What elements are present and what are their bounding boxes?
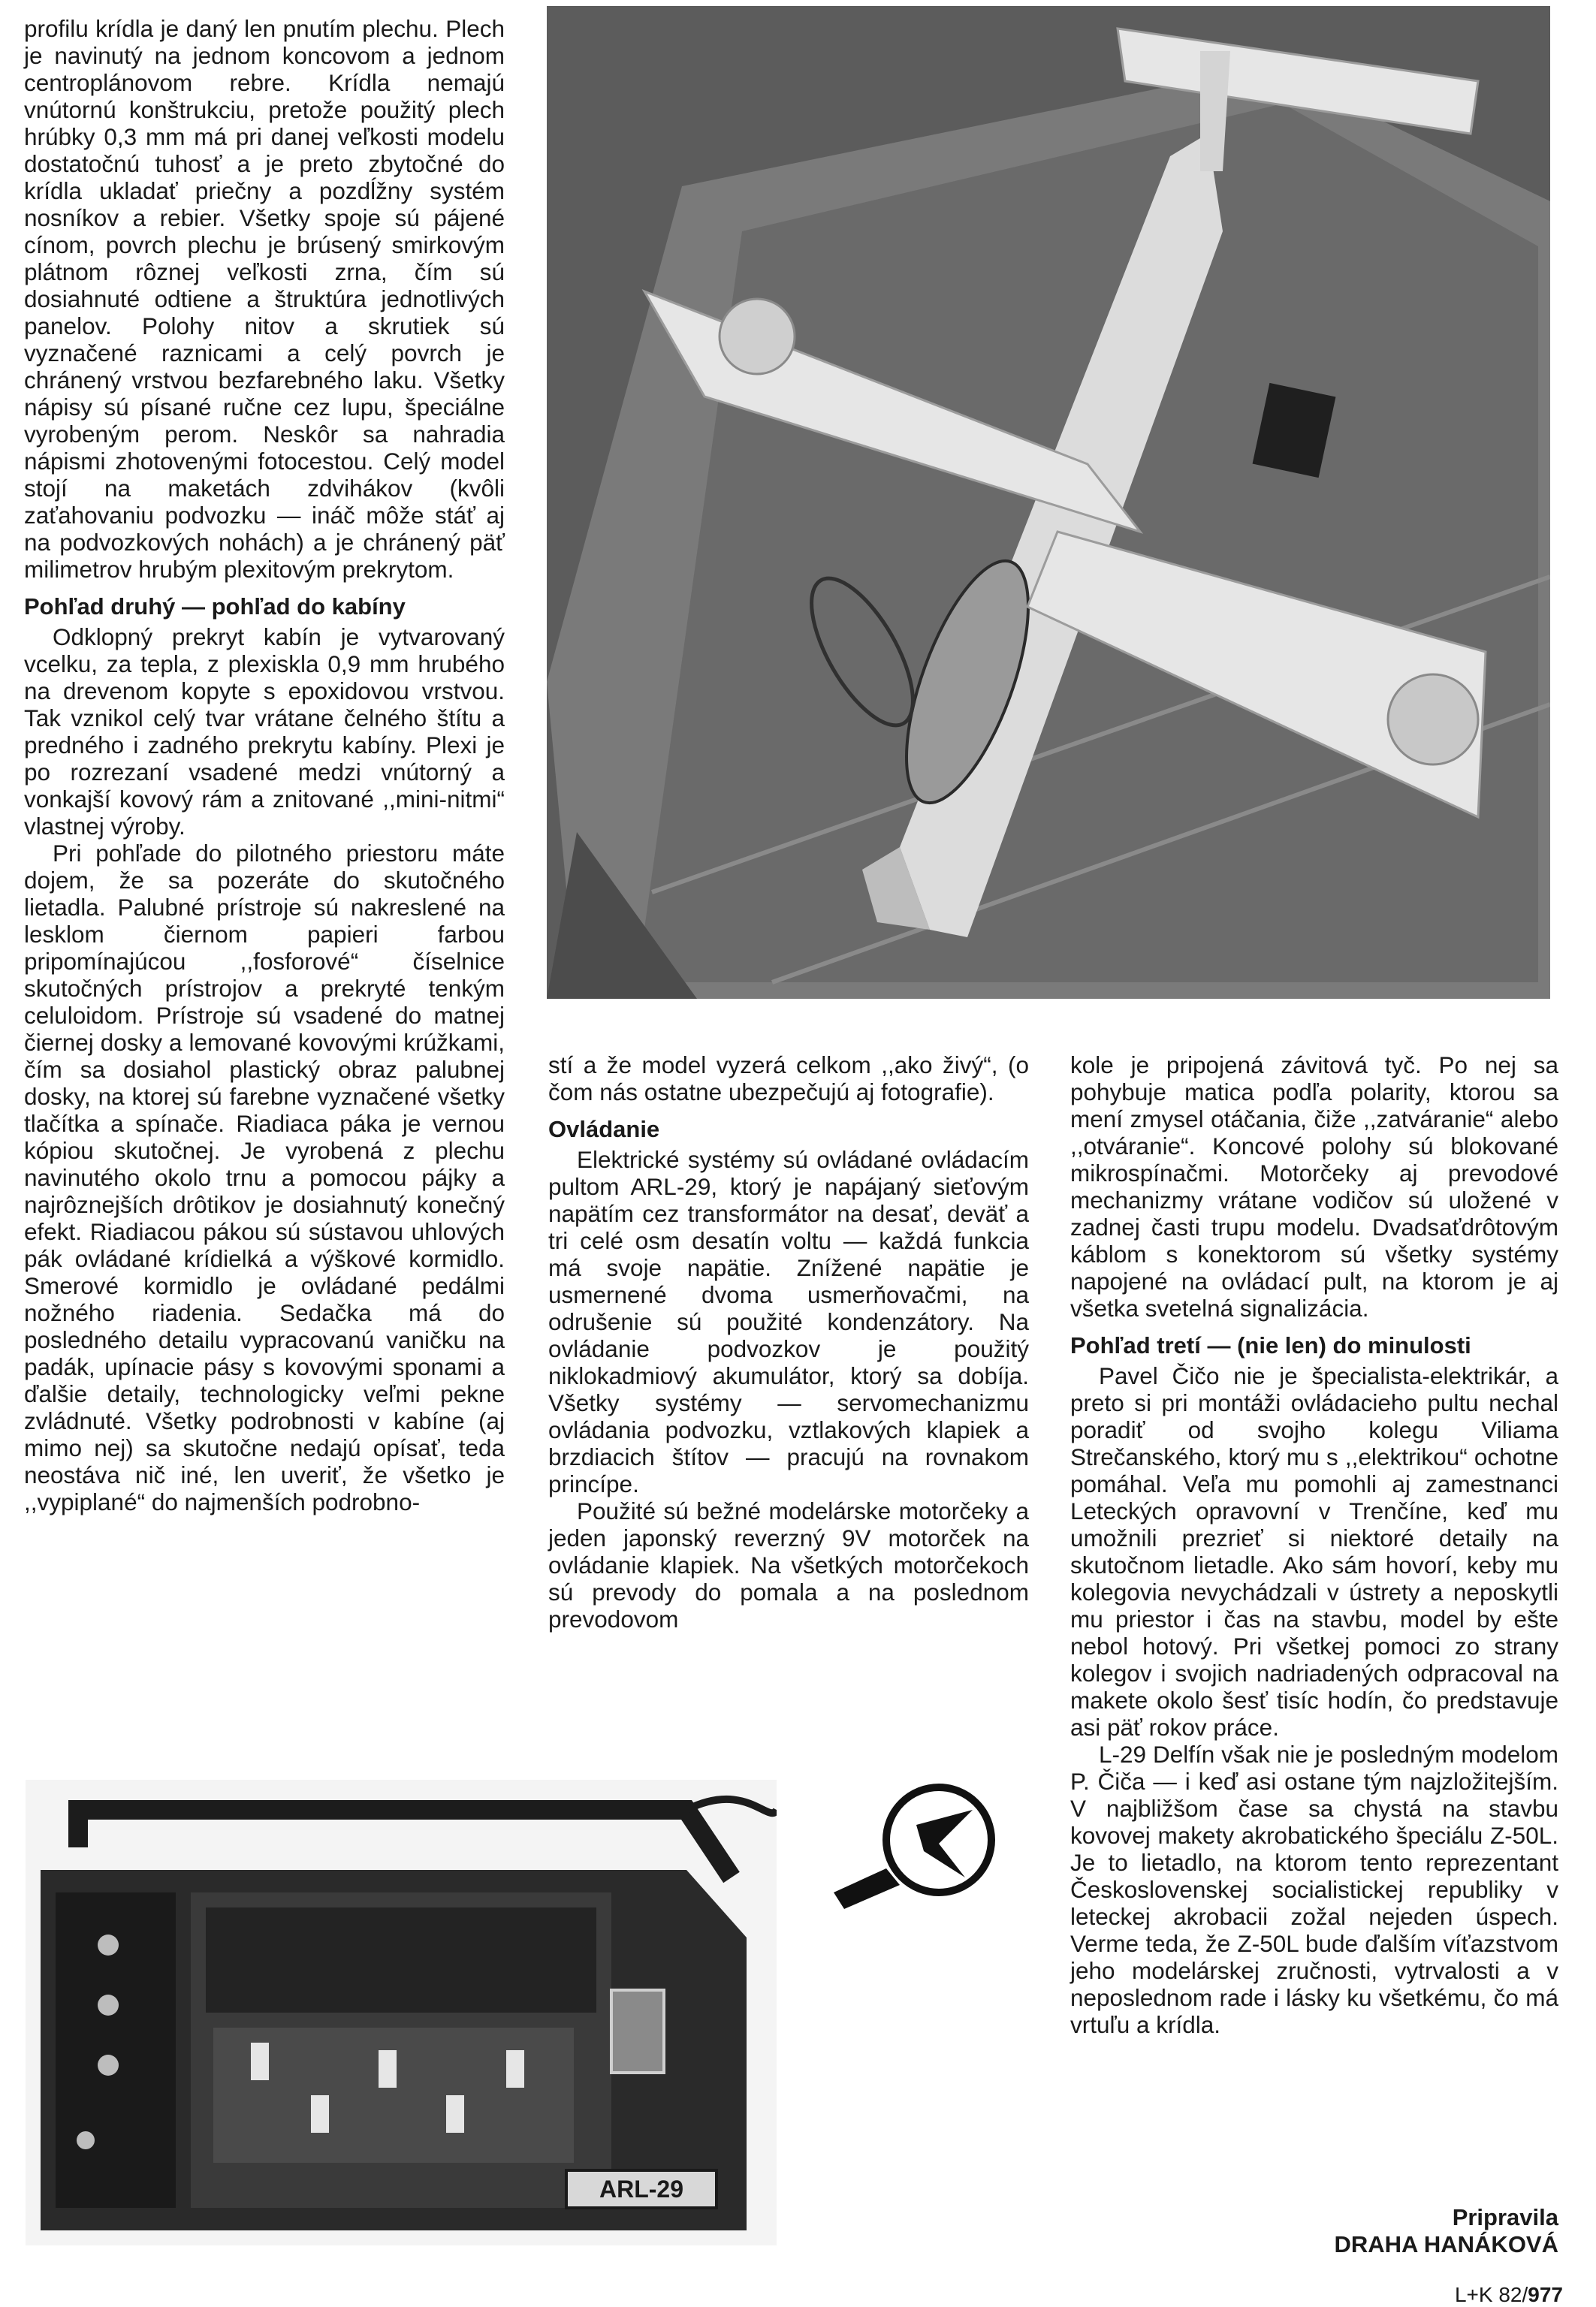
aircraft-model-photo <box>547 6 1550 999</box>
author-credit <box>1334 2204 1558 2258</box>
rubric-logo <box>826 1780 999 1915</box>
text-column-3 <box>1070 1051 1558 2038</box>
text-column-2 <box>548 1051 1029 1633</box>
credit-author: DRAHA HANÁKOVÁ <box>1334 2231 1558 2257</box>
panel-label: ARL-29 <box>599 2176 684 2203</box>
magnifier-icon <box>826 1780 999 1915</box>
section-heading-past: Pohľad tretí — (nie len) do minulosti <box>1070 1332 1471 1359</box>
paragraph: profilu krídla je daný len pnutím plechu. Plech je navinutý na jednom koncovom a jednom centroplánovom rebre. Krídla nemajú vnútornú konštrukciu, pretože použitý plech hrúbky 0,3 mm má pri danej veľkosti modelu dostatočnú tuhosť a je preto zbytočné do krídla ukladať priečny a pozdĺžny systém nosníkov a rebier. Všetky spoje sú pájené cínom, povrch plechu je brúsený smirkovým plátnom rôznej veľkosti zrna, čím sú dosiahnuté odtiene a štruktúra jednotlivých panelov. Polohy nitov a skrutiek sú vyznačené raznicami a celý povrch je chránený vrstvou bezfarebného laku. Všetky nápisy sú písané ručne cez lupu, špeciálne vyrobeným perom. Neskôr sa nahradia nápismi zhotovenými fotocestou. Celý model stojí na maketách zdvihákov (kvôli zaťahovaniu podvozku — ináč môže stáť aj na podvozkových nohách) a je chránený päť milimetrov hrubým plexitovým prekrytom. <box>24 15 505 583</box>
paragraph: Odklopný prekryt kabín je vytvarovaný vcelku, za tepla, z plexiskla 0,9 mm hrubého na drevenom kopyte s epoxidovou vrstvou. Tak vznikol celý tvar vrátane čelného štítu a predného i zadného prekrytu kabíny. Plexi je po rozrezaní vsadené medzi vnútorný a vonkajší kovový rám a znitované ,,mini-nitmi“ vlastnej výroby. <box>24 623 505 840</box>
page-folio <box>1455 2283 1563 2307</box>
paragraph: Elektrické systémy sú ovládané ovládacím pultom ARL-29, ktorý je napájaný sieťovým napätím cez transformátor na desať, deväť a tri celé osm desatín voltu — každá funkcia má svoje napätie. Znížené napätie je usmernené dvoma usmerňovačmi, na odrušenie sú použité kondenzátory. Na ovládanie podvozkov je použitý niklokadmiový akumulátor, ktorý sa dobíja. Všetky systémy — servomechanizmu ovládania podvozku, vztlakových klapiek a brzdiacich štítov — pracujú na rovnakom princípe. <box>548 1146 1029 1497</box>
text-column-1 <box>24 15 505 1515</box>
page-number: 977 <box>1528 2283 1563 2306</box>
paragraph: stí a že model vyzerá celkom ,,ako živý“, (o čom nás ostatne ubezpečujú aj fotografie). <box>548 1051 1029 1105</box>
paragraph: kole je pripojená závitová tyč. Po nej sa pohybuje matica podľa polarity, ktorou sa mení zmysel otáčania, čiže ,,zatváranie“ alebo ,,otváranie“. Koncové polohy sú blokované mikrospínačmi. Motorčeky aj prevodové mechanizmy vrátane vodičov sú uložené v zadnej časti trupu modelu. Dvadsaťdrôtovým káblom s konektorom sú všetky systémy napojené na ovládací pult, na ktorom je aj všetka svetelná signalizácia. <box>1070 1051 1558 1322</box>
section-heading-cockpit: Pohľad druhý — pohľad do kabíny <box>24 593 406 620</box>
paragraph: L-29 Delfín však nie je posledným modelom P. Čiča — i keď asi ostane tým najzložitejším. V najbližšom čase sa chystá na stavbu kovovej makety akrobatického špeciálu Z-50L. Je to lietadlo, na ktorom tento reprezentant Československej socialistickej republiky v leteckej akrobacii zožal nejeden úspech. Verme teda, že Z-50L bude ďalším víťazstvom jeho modelárskej zručnosti, vytrvalosti a v neposlednom rade i lásky ku všetkému, čo má vrtuľu a krídla. <box>1070 1741 1558 2038</box>
paragraph: Použité sú bežné modelárske motorčeky a jeden japonský reverzný 9V motorček na ovládanie klapiek. Na všetkých motorčekoch sú prevody do pomala a na poslednom prevodovom <box>548 1497 1029 1633</box>
paragraph: Pri pohľade do pilotného priestoru máte dojem, že sa pozeráte do skutočného lietadla. Palubné prístroje sú nakreslené na lesklom čiernom papieri farbou pripomínajúcou ,,fosforové“ číselnice skutočných prístrojov a prekryté tenkým celuloidom. Prístroje sú vsadené do matnej čiernej dosky a lemované kovovými krúžkami, čím sa dosiahol plastický obraz palubnej dosky, na ktorej sú farebne vyznačené všetky tlačítka a spínače. Riadiaca páka je vernou kópiou skutočnej. Je vyrobená z plechu navinutého okolo trnu a pomocou pájky a najrôznejších drôtikov je dosiahnutý konečný efekt. Riadiacou pákou sú sústavou uhlových pák ovládané krídielká a výškové kormidlo. Smerové kormidlo je ovládané pedálmi nožného riadenia. Sedačka má do posledného detailu vypracovanú vaničku na padák, upínacie pásy s kovovými sponami a ďalšie detaily, technologicky veľmi pekne zvládnuté. Všetky podrobnosti v kabíne (aj mimo nej) sa skutočne nedajú opísať, teda neostáva nič iné, len uveriť, že všetko je ,,vypiplané“ do najmenších podrobno- <box>24 840 505 1515</box>
aircraft-model-illustration <box>547 6 1550 999</box>
control-panel-photo <box>26 1780 777 2245</box>
control-panel-illustration <box>26 1780 777 2245</box>
folio-prefix: L+K 82/ <box>1454 2283 1528 2306</box>
credit-label: Pripravila <box>1452 2204 1558 2230</box>
paragraph: Pavel Čičo nie je špecialista-elektrikár, a preto si pri montáži ovládacieho pultu nechal poradiť od svojho kolegu Viliama Strečanského, ktorý mu s ,,elektrikou“ ochotne pomáhal. Veľa mu pomohli aj zamestnanci Leteckých opravovní v Trenčíne, keď mu umožnili prezrieť si niektoré detaily na skutočnom lietadle. Ako sám hovorí, keby mu kolegovia nevychádzali v ústrety a neposkytli mu priestor i čas na stavbu, model by ešte nebol hotový. Pri všetkej pomoci zo strany kolegov i svojich nadriadených odpracoval na makete okolo šesť tisíc hodín, čo predstavuje asi päť rokov práce. <box>1070 1362 1558 1741</box>
section-heading-controls: Ovládanie <box>548 1116 660 1142</box>
